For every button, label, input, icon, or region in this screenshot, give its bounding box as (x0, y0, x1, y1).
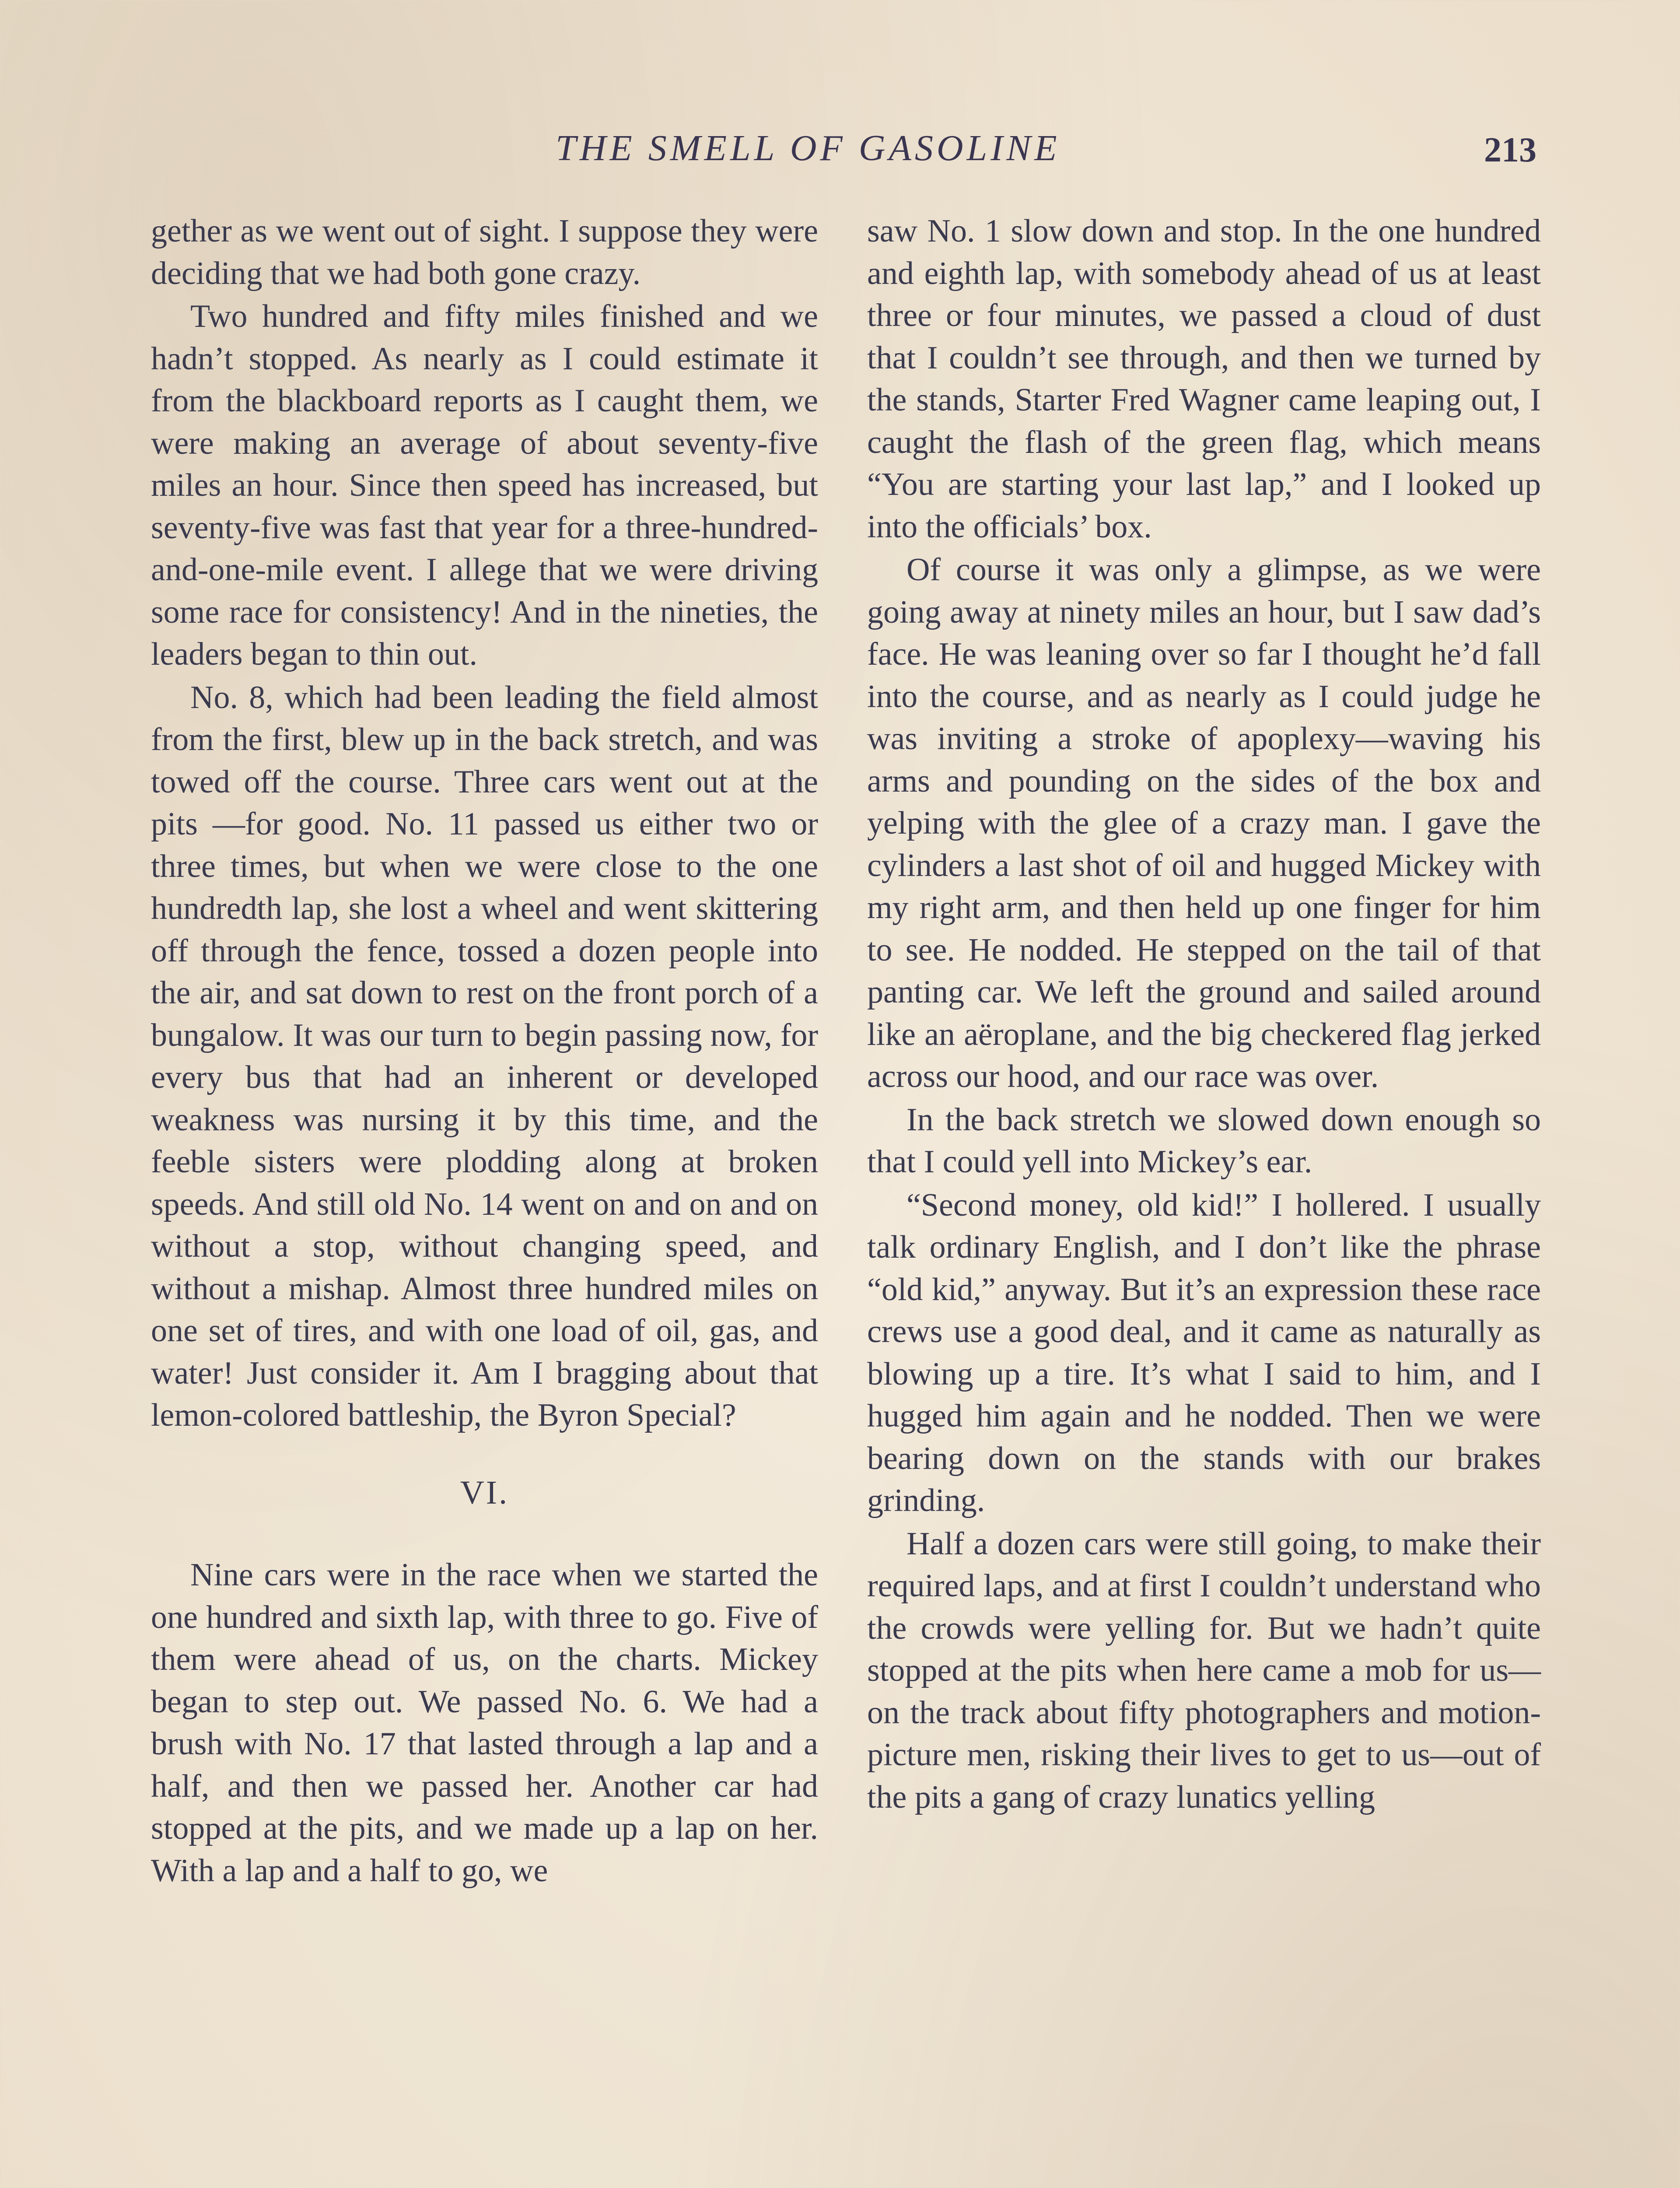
page-number: 213 (1484, 131, 1536, 169)
right-column (867, 210, 1541, 1819)
left-paragraph-4: Nine cars were in the race when we started the one hundred and sixth lap, with three to go. Five of them were ahead of us, on the charts. Mickey began to step out. We passed No. 6. We had a brush with No. 17 that lasted through a lap and a half, and then we passed her. Another car had stopped at the pits, and we made up a lap on her. With a lap and a half to go, we (151, 1557, 818, 1889)
right-paragraph-2: Of course it was only a glimpse, as we were going away at ninety miles an hour, but I saw dad’s face. He was leaning over so far I thought he’d fall into the course, and as nearly as I could judge he was inviting a stroke of apoplexy—waving his arms and pounding on the sides of the box and yelping with the glee of a crazy man. I gave the cylinders a last shot of oil and hugged Mickey with my right arm, and then held up one finger for him to see. He nodded. He stepped on the tail of that panting car. We left the ground and sailed around like an aëroplane, and the big checkered flag jerked across our hood, and our race was over. (867, 552, 1541, 1094)
right-paragraph-4: “Second money, old kid!” I hollered. I usually talk ordinary English, and I don’t like the phrase “old kid,” anyway. But it’s an expression these race crews use a good deal, and it came as naturally as blowing up a tire. It’s what I said to him, and I hugged him again and he nodded. Then we were bearing down on the stands with our brakes grinding. (867, 1187, 1541, 1518)
right-paragraph-1: saw No. 1 slow down and stop. In the one hundred and eighth lap, with somebody ahead of us at least three or four minutes, we passed a cloud of dust that I couldn’t see through, and then we turned by the stands, Starter Fred Wagner came leaping out, I caught the flash of the green flag, which means “You are starting your last lap,” and I looked up into the officials’ box. (867, 213, 1541, 545)
right-paragraph-3: In the back stretch we slowed down enough so that I could yell into Mickey’s ear. (867, 1101, 1541, 1180)
running-title: THE SMELL OF GASOLINE (556, 128, 1060, 168)
left-paragraph-2: Two hundred and fifty miles finished and we hadn’t stopped. As nearly as I could estimate it from the blackboard reports as I caught them, we were making an average of about seventy-five miles an hour. Since then speed has increased, but seventy-five was fast that year for a three-hundred-and-one-mile event. I allege that we were driving some race for consistency! And in the nineties, the leaders began to thin out. (151, 298, 818, 672)
left-column (151, 210, 818, 1893)
right-paragraph-5: Half a dozen cars were still going, to make their required laps, and at first I couldn’t understand who the crowds were yelling for. But we hadn’t quite stopped at the pits when here came a mob for us—on the track about fifty photographers and motion-picture men, risking their lives to get to us—out of the pits a gang of crazy lunatics yelling (867, 1525, 1541, 1815)
left-paragraph-3: No. 8, which had been leading the field almost from the first, blew up in the back stretch, and was towed off the course. Three cars went out at the pits —for good. No. 11 passed us either two or three times, but when we were close to the one hundredth lap, she lost a wheel and went skittering off through the fence, tossed a dozen people into the air, and sat down to rest on the front porch of a bungalow. It was our turn to begin passing now, for every bus that had an inherent or developed weakness was nursing it by this time, and the feeble sisters were plodding along at broken speeds. And still old No. 14 went on and on and on without a stop, without changing speed, and without a mishap. Almost three hundred miles on one set of tires, and with one load of oil, gas, and water! Just consider it. Am I bragging about that lemon-colored battleship, the Byron Special? (151, 679, 818, 1433)
section-heading: VI. (460, 1474, 509, 1511)
left-paragraph-1: gether as we went out of sight. I suppose they were deciding that we had both gone crazy. (151, 213, 818, 291)
